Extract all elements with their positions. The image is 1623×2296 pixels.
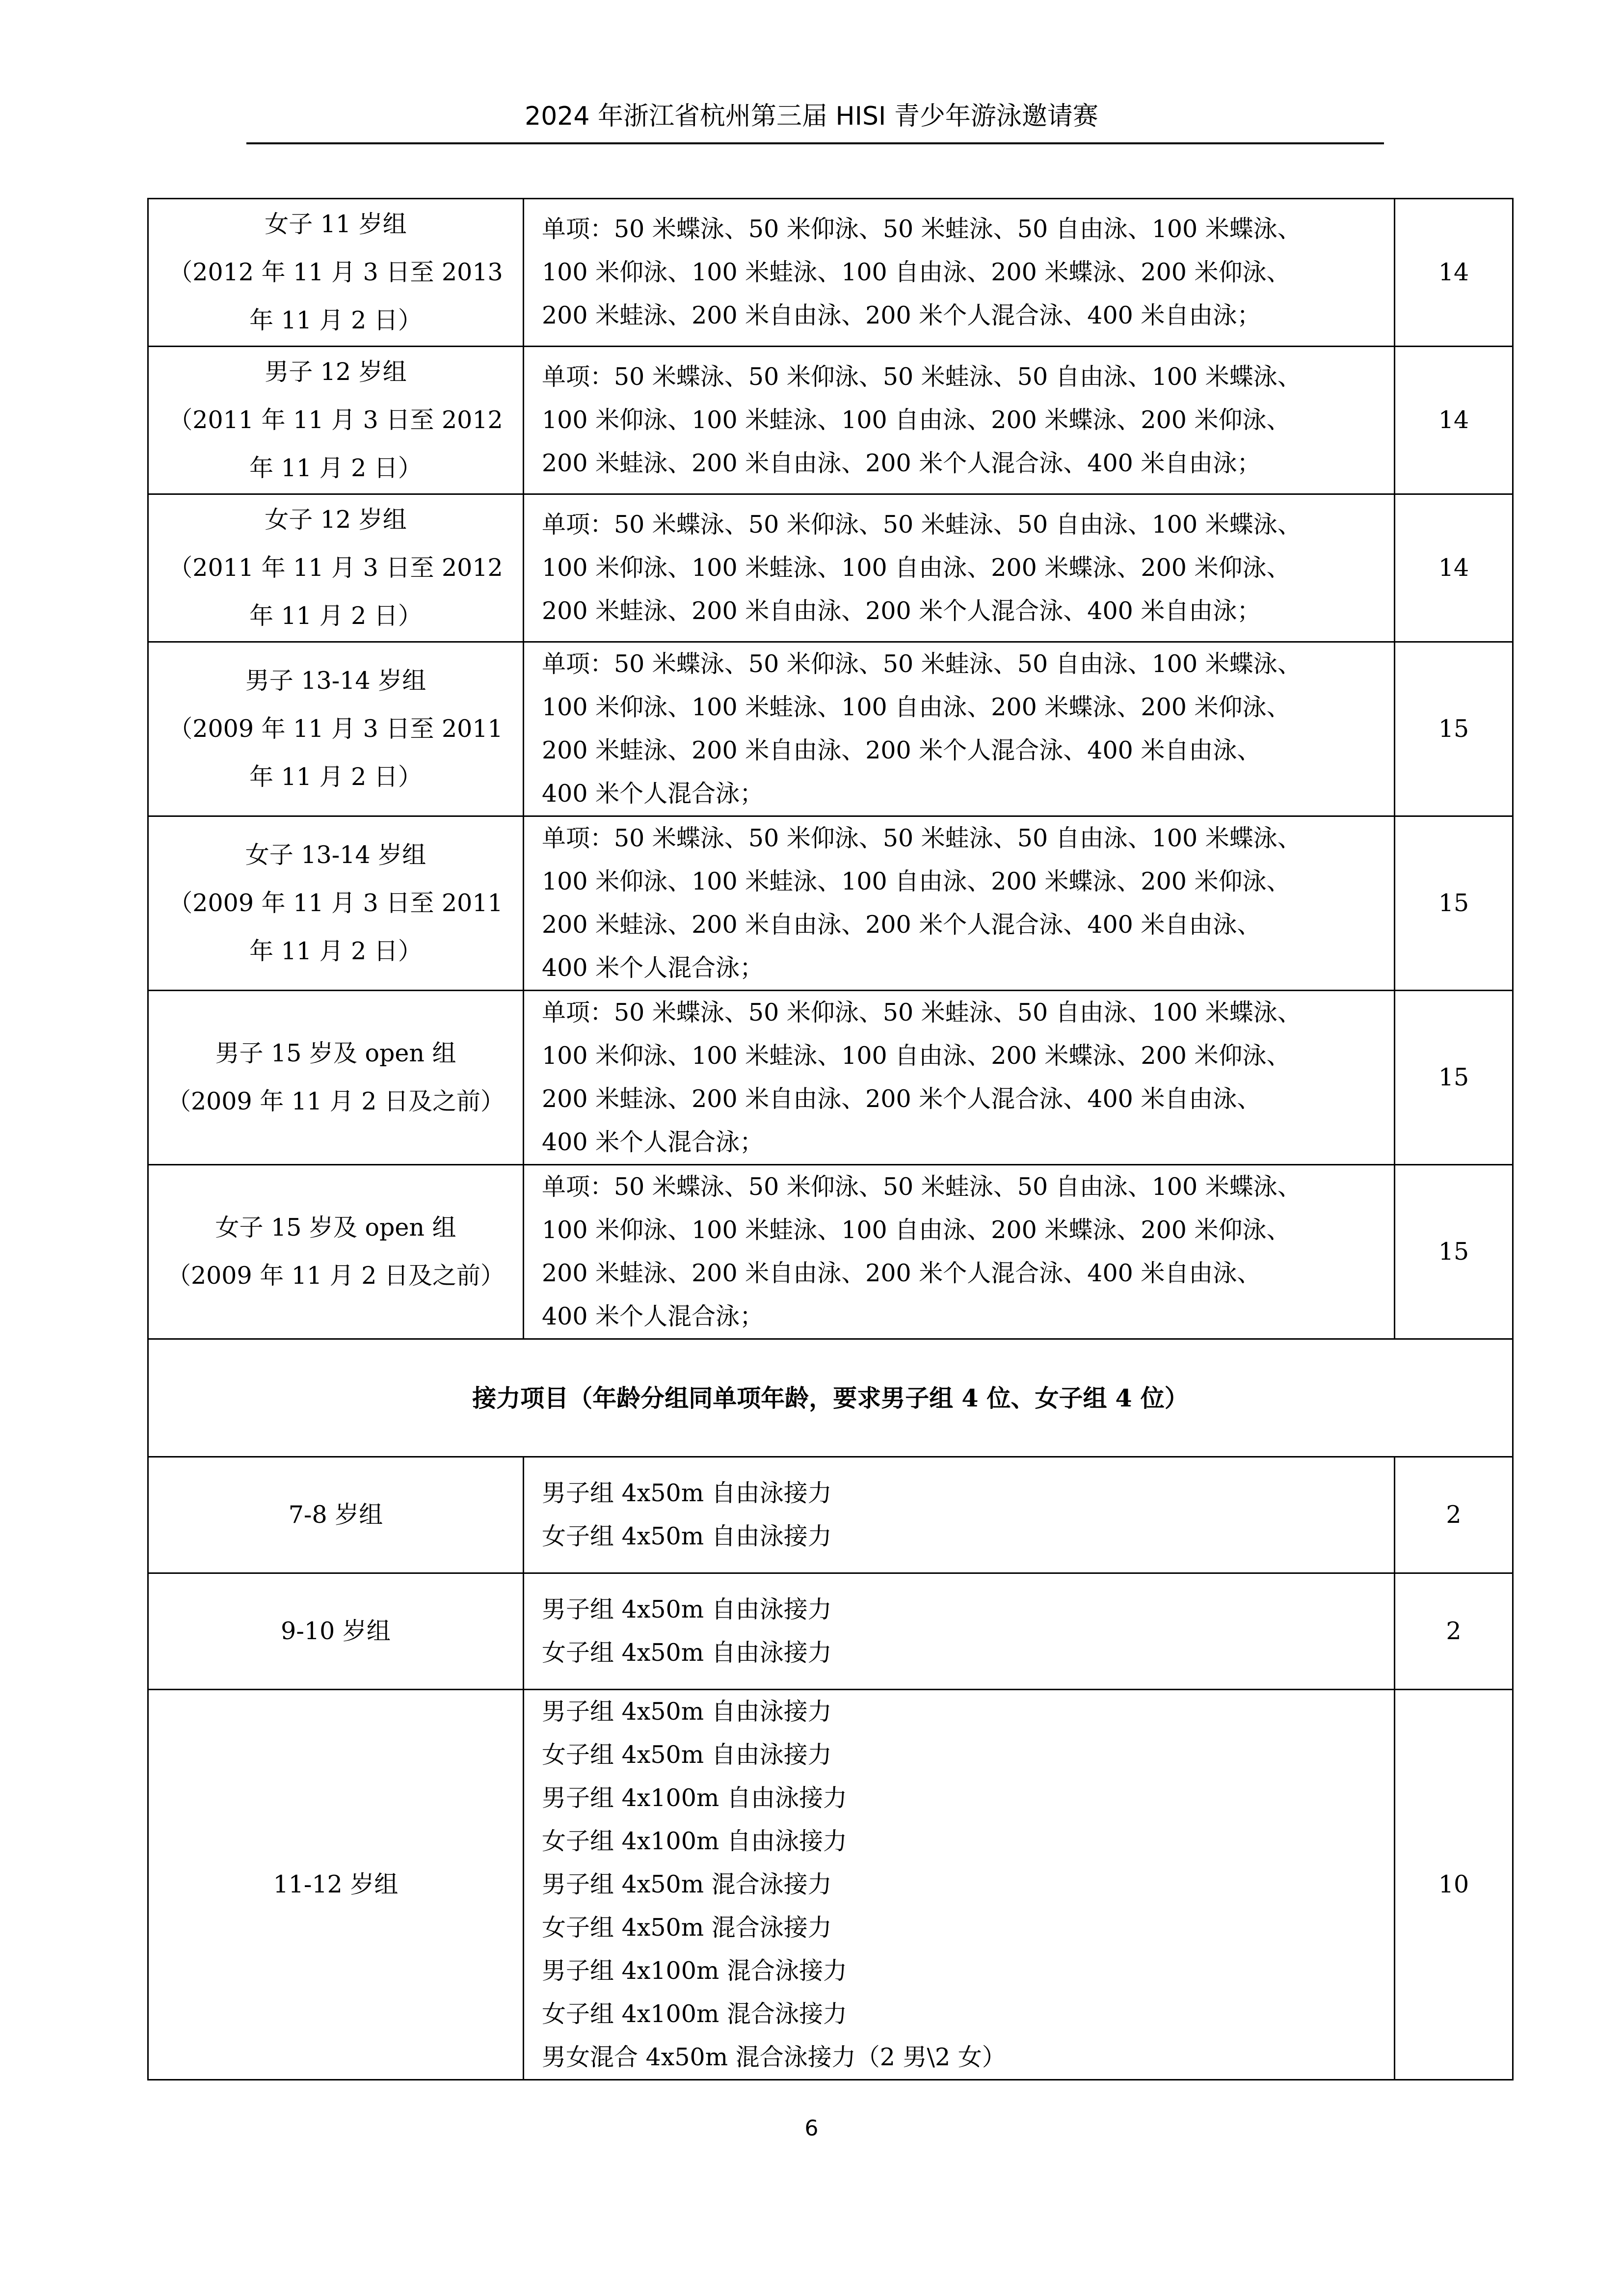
table-row (148, 1690, 1513, 2080)
event-count-cell: 15 (1395, 642, 1513, 816)
event-line: 单项：50 米蝶泳、50 米仰泳、50 米蛙泳、50 自由泳、100 米蝶泳、 (542, 363, 1302, 391)
table-row (148, 494, 1513, 642)
relay-event-line: 男子组 4x50m 自由泳接力 (542, 1595, 832, 1623)
table-row (148, 199, 1513, 347)
age-group-line: 女子 15 岁及 open 组 (215, 1214, 456, 1242)
event-count-cell: 15 (1395, 816, 1513, 991)
age-group-cell (148, 199, 524, 347)
event-line: 200 米蛙泳、200 米自由泳、200 米个人混合泳、400 米自由泳、 (542, 1085, 1261, 1113)
age-group-cell (148, 1165, 524, 1339)
event-line: 400 米个人混合泳； (542, 1128, 764, 1156)
events-cell (524, 991, 1395, 1165)
event-line: 单项：50 米蝶泳、50 米仰泳、50 米蛙泳、50 自由泳、100 米蝶泳、 (542, 1173, 1302, 1201)
events-cell (524, 347, 1395, 494)
age-group-line: 女子 12 岁组 (265, 506, 407, 534)
age-group-line: （2009 年 11 月 2 日及之前） (166, 1262, 505, 1290)
event-line: 单项：50 米蝶泳、50 米仰泳、50 米蛙泳、50 自由泳、100 米蝶泳、 (542, 511, 1302, 539)
events-cell (524, 1165, 1395, 1339)
relay-event-line: 男子组 4x100m 混合泳接力 (542, 1957, 847, 1985)
event-line: 100 米仰泳、100 米蛙泳、100 自由泳、200 米蝶泳、200 米仰泳、 (542, 554, 1291, 582)
relay-event-line: 男子组 4x50m 混合泳接力 (542, 1870, 832, 1898)
event-line: 200 米蛙泳、200 米自由泳、200 米个人混合泳、400 米自由泳、 (542, 736, 1261, 764)
event-line: 400 米个人混合泳； (542, 954, 764, 982)
event-line: 100 米仰泳、100 米蛙泳、100 自由泳、200 米蝶泳、200 米仰泳、 (542, 1216, 1291, 1244)
event-line: 100 米仰泳、100 米蛙泳、100 自由泳、200 米蝶泳、200 米仰泳、 (542, 258, 1291, 286)
age-group-line: （2009 年 11 月 3 日至 2011 (168, 715, 503, 743)
events-cell (524, 642, 1395, 816)
events-cell (524, 494, 1395, 642)
relay-age-group-cell: 9-10 岁组 (148, 1573, 524, 1690)
event-line: 单项：50 米蝶泳、50 米仰泳、50 米蛙泳、50 自由泳、100 米蝶泳、 (542, 650, 1302, 678)
relay-event-line: 男女混合 4x50m 混合泳接力（2 男\2 女） (542, 2043, 1006, 2071)
event-count-cell: 14 (1395, 494, 1513, 642)
table-row (148, 347, 1513, 494)
table-row (148, 642, 1513, 816)
age-group-cell (148, 991, 524, 1165)
event-line: 100 米仰泳、100 米蛙泳、100 自由泳、200 米蝶泳、200 米仰泳、 (542, 406, 1291, 434)
table-row (148, 816, 1513, 991)
age-group-line: （2011 年 11 月 3 日至 2012 (168, 554, 503, 582)
table-row (148, 1165, 1513, 1339)
event-line: 400 米个人混合泳； (542, 780, 764, 808)
age-group-line: 男子 15 岁及 open 组 (215, 1039, 456, 1067)
age-group-line: 年 11 月 2 日） (249, 602, 422, 630)
relay-section-row (148, 1339, 1513, 1457)
events-cell (524, 816, 1395, 991)
event-count-cell: 14 (1395, 199, 1513, 347)
event-count-cell: 15 (1395, 991, 1513, 1165)
age-group-line: （2009 年 11 月 3 日至 2011 (168, 889, 503, 917)
age-group-line: 年 11 月 2 日） (249, 454, 422, 482)
events-table-body (148, 199, 1513, 2080)
event-line: 100 米仰泳、100 米蛙泳、100 自由泳、200 米蝶泳、200 米仰泳、 (542, 1042, 1291, 1070)
event-line: 400 米个人混合泳； (542, 1302, 764, 1330)
page-header-title: 2024 年浙江省杭州第三届 HISI 青少年游泳邀请赛 (525, 102, 1098, 131)
event-line: 单项：50 米蝶泳、50 米仰泳、50 米蛙泳、50 自由泳、100 米蝶泳、 (542, 215, 1302, 243)
table-row (148, 991, 1513, 1165)
age-group-line: 女子 13-14 岁组 (245, 841, 426, 869)
relay-event-line: 女子组 4x50m 自由泳接力 (542, 1522, 832, 1550)
relay-count-cell: 2 (1395, 1457, 1513, 1573)
event-line: 200 米蛙泳、200 米自由泳、200 米个人混合泳、400 米自由泳； (542, 449, 1261, 477)
relay-event-line: 女子组 4x100m 混合泳接力 (542, 2000, 847, 2028)
age-group-line: 女子 11 岁组 (265, 210, 407, 238)
relay-event-line: 男子组 4x50m 自由泳接力 (542, 1698, 832, 1726)
event-line: 100 米仰泳、100 米蛙泳、100 自由泳、200 米蝶泳、200 米仰泳、 (542, 693, 1291, 721)
event-line: 单项：50 米蝶泳、50 米仰泳、50 米蛙泳、50 自由泳、100 米蝶泳、 (542, 824, 1302, 852)
events-cell (524, 199, 1395, 347)
age-group-line: （2012 年 11 月 3 日至 2013 (168, 258, 503, 286)
event-count-cell: 14 (1395, 347, 1513, 494)
age-group-line: 男子 13-14 岁组 (245, 667, 426, 695)
event-line: 200 米蛙泳、200 米自由泳、200 米个人混合泳、400 米自由泳、 (542, 911, 1261, 939)
age-group-cell (148, 494, 524, 642)
table-row (148, 1457, 1513, 1573)
age-group-line: 年 11 月 2 日） (249, 937, 422, 965)
relay-count-cell: 2 (1395, 1573, 1513, 1690)
age-group-cell (148, 642, 524, 816)
event-line: 100 米仰泳、100 米蛙泳、100 自由泳、200 米蝶泳、200 米仰泳、 (542, 867, 1291, 895)
header-divider (246, 142, 1384, 144)
relay-event-line: 男子组 4x50m 自由泳接力 (542, 1479, 832, 1507)
relay-age-group-cell: 11-12 岁组 (148, 1690, 524, 2080)
relay-events-cell (524, 1457, 1395, 1573)
relay-event-line: 女子组 4x50m 混合泳接力 (542, 1914, 832, 1942)
relay-event-line: 女子组 4x50m 自由泳接力 (542, 1741, 832, 1769)
relay-events-cell (524, 1690, 1395, 2080)
relay-event-line: 男子组 4x100m 自由泳接力 (542, 1784, 847, 1812)
age-group-cell (148, 347, 524, 494)
relay-event-line: 女子组 4x100m 自由泳接力 (542, 1827, 847, 1855)
event-count-cell: 15 (1395, 1165, 1513, 1339)
relay-count-cell: 10 (1395, 1690, 1513, 2080)
page-number: 6 (804, 2116, 819, 2141)
table-row (148, 1573, 1513, 1690)
age-group-line: （2009 年 11 月 2 日及之前） (166, 1087, 505, 1115)
event-line: 200 米蛙泳、200 米自由泳、200 米个人混合泳、400 米自由泳、 (542, 1259, 1261, 1287)
events-table (147, 198, 1514, 2080)
age-group-line: 年 11 月 2 日） (249, 763, 422, 791)
relay-age-group-cell: 7-8 岁组 (148, 1457, 524, 1573)
age-group-cell (148, 816, 524, 991)
event-line: 单项：50 米蝶泳、50 米仰泳、50 米蛙泳、50 自由泳、100 米蝶泳、 (542, 999, 1302, 1026)
age-group-line: 年 11 月 2 日） (249, 306, 422, 334)
event-line: 200 米蛙泳、200 米自由泳、200 米个人混合泳、400 米自由泳； (542, 597, 1261, 625)
relay-section-title: 接力项目（年龄分组同单项年龄，要求男子组 4 位、女子组 4 位） (148, 1339, 1513, 1457)
age-group-line: 男子 12 岁组 (265, 358, 407, 386)
event-line: 200 米蛙泳、200 米自由泳、200 米个人混合泳、400 米自由泳； (542, 301, 1261, 329)
age-group-line: （2011 年 11 月 3 日至 2012 (168, 406, 503, 434)
relay-event-line: 女子组 4x50m 自由泳接力 (542, 1639, 832, 1667)
relay-events-cell (524, 1573, 1395, 1690)
